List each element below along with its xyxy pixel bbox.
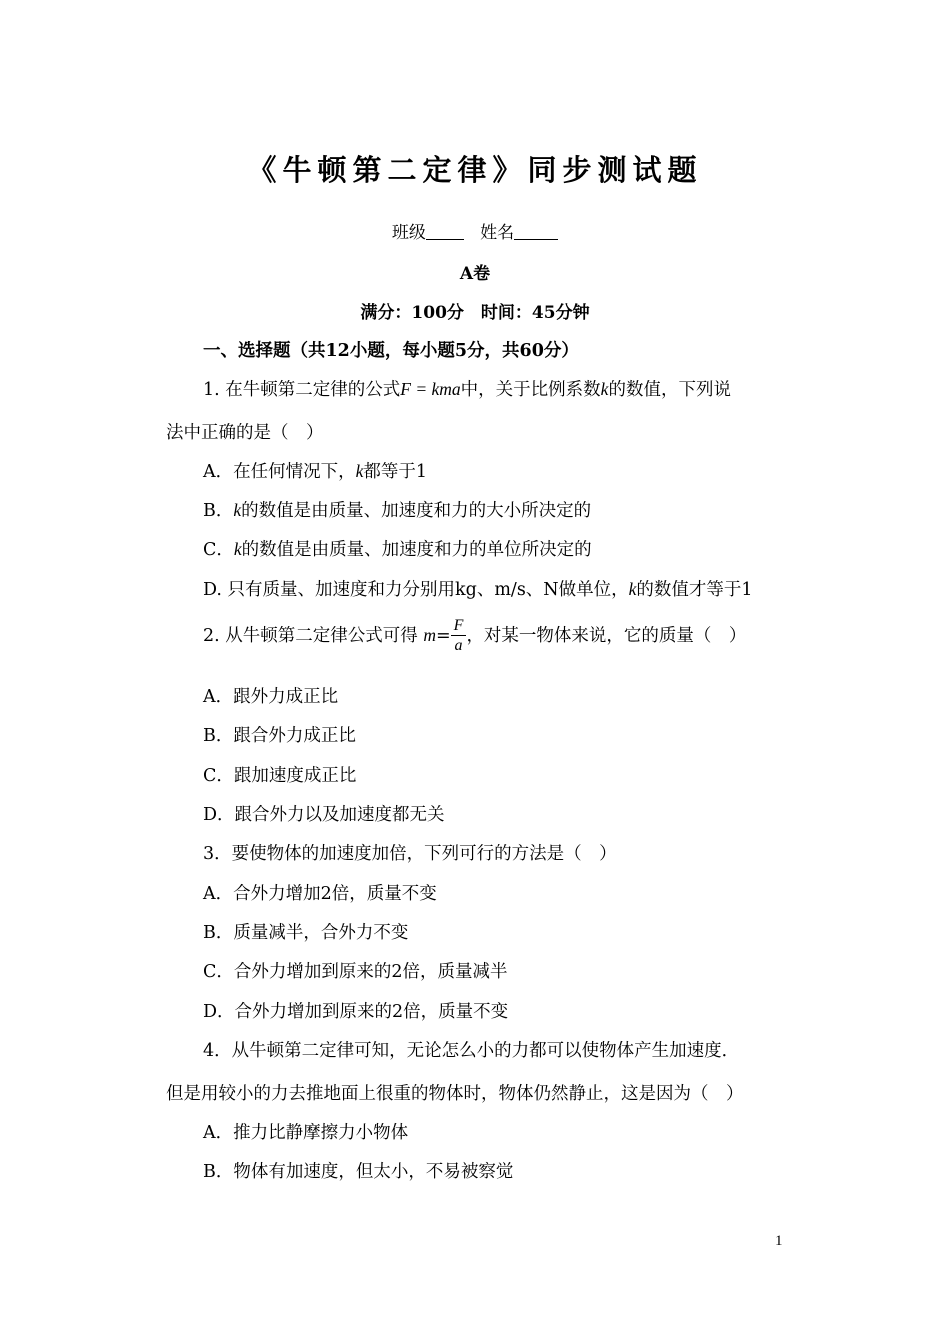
q1-option-a-text: A．在任何情况下， [203,462,356,482]
q1-option-c-letter: C． [203,540,234,560]
question-2-option-d: D．跟合外力以及加速度都无关 [203,805,445,825]
name-label: 姓名 [480,223,515,243]
question-3-option-b: B．质量减半，合外力不变 [203,923,409,943]
question-1-option-b [203,497,591,522]
question-4-stem-cont: 但是用较小的力去推地面上很重的物体时，物体仍然静止，这是因为（ ） [166,1084,744,1104]
student-info-line [0,218,950,243]
question-3-option-c: C．合外力增加到原来的2倍，质量减半 [203,962,508,982]
q1-text-a: 1. 在牛顿第二定律的公式 [203,380,401,400]
q1-option-b-text: 的数值是由质量、加速度和力的大小所决定的 [241,501,592,521]
page-number: 1 [775,1233,783,1249]
question-1-stem [203,376,731,401]
q1-option-a-k: k [355,461,364,481]
question-2-option-c: C．跟加速度成正比 [203,766,357,786]
question-1-stem-cont: 法中正确的是（ ） [166,423,324,443]
q1-option-b-k: k [233,500,242,520]
question-3-stem: 3．要使物体的加速度加倍，下列可行的方法是（ ） [203,844,617,864]
class-blank [426,223,464,240]
name-blank [514,223,558,240]
q2-fraction [451,617,467,656]
q1-option-d-tail: 的数值才等于1 [636,580,753,600]
question-1-option-c [203,536,592,561]
question-1-option-d [203,576,753,601]
question-2-option-a: A．跟外力成正比 [203,687,339,707]
paper-label: A卷 [459,264,491,284]
q1-formula: F = kma [400,379,461,399]
q1-option-c-k: k [233,539,242,559]
q1-k: k [600,379,609,399]
question-2-option-b: B．跟合外力成正比 [203,726,356,746]
page-title: 《牛顿第二定律》同步测试题 [247,153,703,187]
q2-m: m [423,625,436,645]
q2-numerator: F [451,617,467,636]
question-4-option-b: B．物体有加速度，但太小，不易被察觉 [203,1162,514,1182]
q2-text-b: ，对某一物体来说，它的质量（ ） [466,626,747,646]
question-4-stem: 4．从牛顿第二定律可知，无论怎么小的力都可以使物体产生加速度． [203,1041,740,1061]
section-heading: 一、选择题（共12小题，每小题5分，共60分） [203,341,579,361]
question-3-option-d: D．合外力增加到原来的2倍，质量不变 [203,1002,509,1022]
q1-option-d-k: k [628,579,637,599]
q1-option-a-tail: 都等于1 [363,462,428,482]
question-2-stem [203,617,746,656]
q2-text-a: 2. 从牛顿第二定律公式可得 [203,626,418,646]
question-4-option-a: A．推力比静摩擦力小物体 [203,1123,409,1143]
q1-option-c-text: 的数值是由质量、加速度和力的单位所决定的 [241,540,592,560]
question-1-option-a [203,458,427,483]
q1-text-b: 中，关于比例系数 [460,380,601,400]
q1-option-b-letter: B． [203,501,234,521]
q1-option-d-text: D. 只有质量、加速度和力分别用kg、m/s、N做单位， [203,580,629,600]
q1-text-c: 的数值，下列说 [608,380,731,400]
q2-denominator: a [454,637,463,654]
class-label: 班级 [391,223,426,243]
score-time: 满分：100分 时间：45分钟 [360,303,590,323]
question-3-option-a: A．合外力增加2倍，质量不变 [203,884,437,904]
q2-equals: = [435,626,451,646]
